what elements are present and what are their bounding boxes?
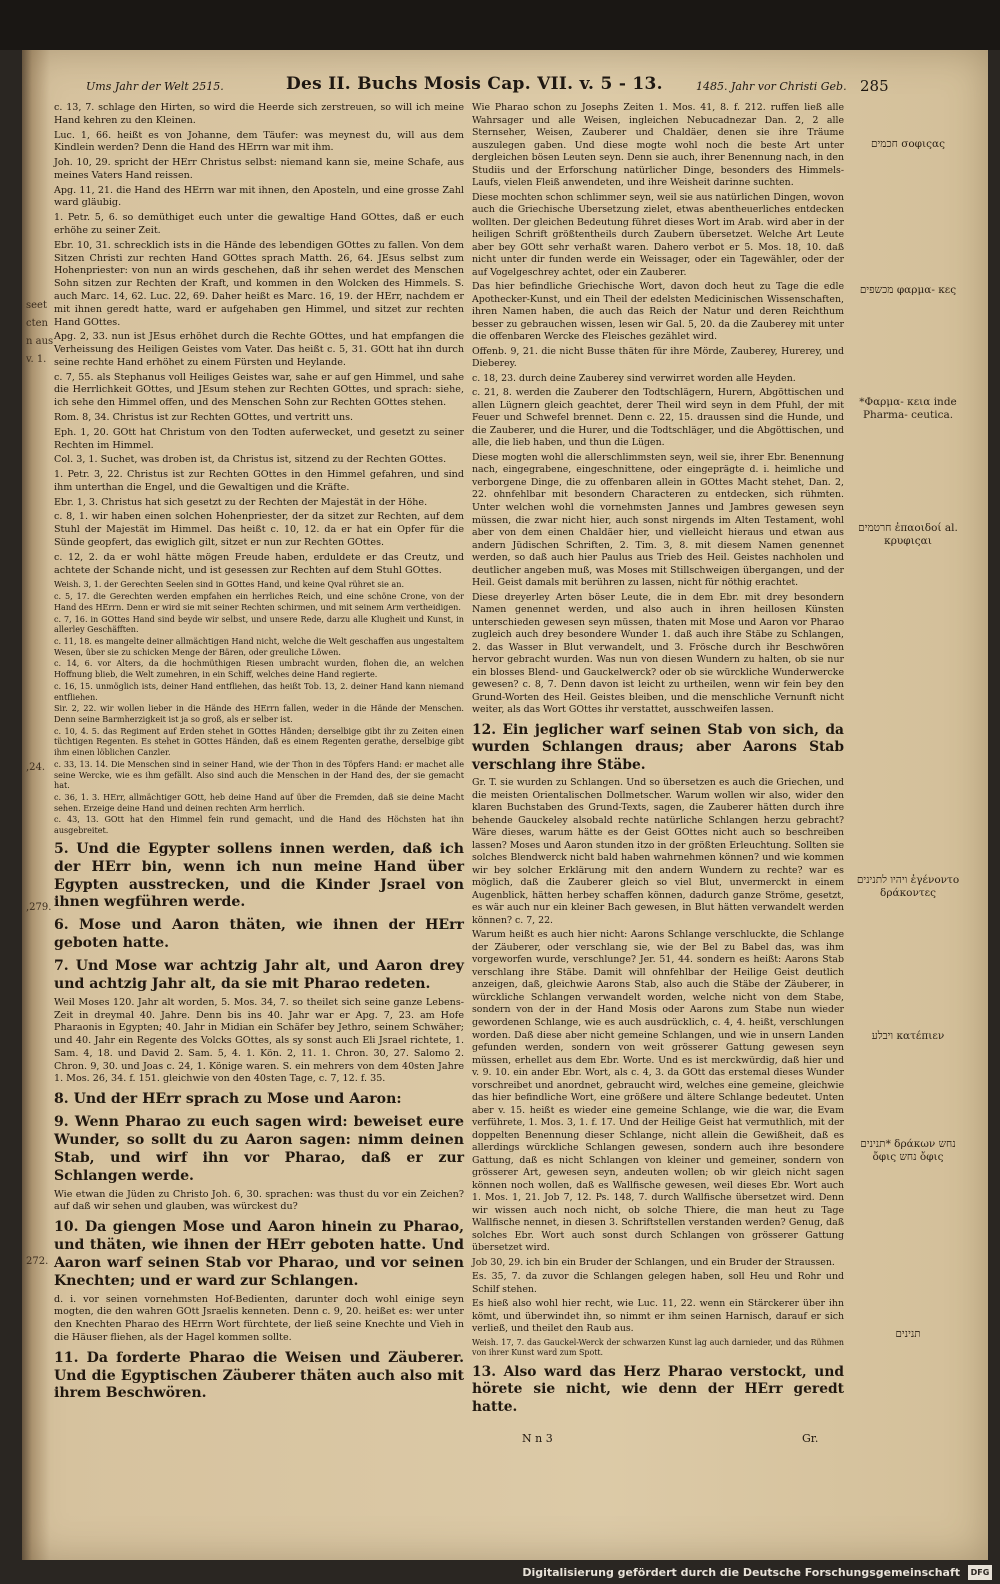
verse-text: 12. Ein jeglicher warf seinen Stab von sich, da wurden Schlangen draus; aber Aarons Stab verschlang ihre Stäbe. xyxy=(472,721,844,773)
margin-note: cten xyxy=(26,318,48,329)
small-commentary: c. 16, 15. unmöglich ists, deiner Hand entfliehen, das heißt Tob. 13, 2. deiner Hand kann niemand entfliehen. xyxy=(54,680,464,702)
small-commentary: Weish. 17, 7. das Gauckel-Werck der schwarzen Kunst lag auch darnieder, und das Rühmen von ihrer Kunst ward zum Spott. xyxy=(472,1337,844,1358)
signature-mark: N n 3 xyxy=(522,1432,553,1445)
commentary-paragraph: Wie etwan die Jüden zu Christo Joh. 6, 30. sprachen: was thust du vor ein Zeichen? auf daß wir sehen und glauben, was würckest du? xyxy=(54,1188,464,1213)
commentary-paragraph: Apg. 2, 33. nun ist JEsus erhöhet durch die Rechte GOttes, und hat empfangen die Verheissung des Heiligen Geistes vom Vater. Das heißt c. 5, 31. GOtt hat ihn durch seine rechte Hand erhöhet zu einem Fürsten und Heylande. xyxy=(54,331,464,368)
commentary-paragraph: Col. 3, 1. Suchet, was droben ist, da Christus ist, sitzend zu der Rechten GOttes. xyxy=(54,454,447,466)
commentary-paragraph: Diese mogten wohl die allerschlimmsten seyn, weil sie, ihrer Ebr. Benennung nach, eingegrabene, eingeschnittene, oder eingeprägte d. i. heimliche und verborgene Dinge, die zu offenbaren allein in GOttes Macht stehet, Dan. 2, 22. ohnfehlbar mit besondern Characteren zu entdecken, sich rühmten. Unter welchen wohl die vornehmsten Jannes und Jambres gewesen seyn müssen, die zwar nicht hier, auch sonst nirgends im Alten Testament, wohl aber von dem einen Chaldäer hier, und vielleicht hieraus und etwan aus andern Jüdischen Schriften, 2. Tim. 3, 8. mit diesem Namen genennet werden, so daß auch hier Paulus aus Trieb des Heil. Geistes nachholen und deutlicher angeben muß, was Moses mit Stillschweigen übergangen, und der Heil. Geist damals mit berühren zu lassen, nicht für nöthig erachtet. xyxy=(472,451,844,589)
commentary-paragraph: c. 12, 2. da er wohl hätte mögen Freude haben, erduldete er das Creutz, und achtete der Schande nicht, und ist gesessen zur Rechten auf dem Stuhl GOttes. xyxy=(54,551,464,576)
small-commentary: c. 10, 4. 5. das Regiment auf Erden stehet in GOttes Händen; derselbige gibt ihr zu Zeiten einen tüchtigen Regenten. Es stehet in GOttes Händen, daß es einem Regenten gerathe, derselbige gibt ihm einen löblichen Canzler. xyxy=(54,725,464,758)
marginal-gloss: מכשפים φαρμα- κες xyxy=(859,284,957,296)
small-commentary: c. 14, 6. vor Alters, da die hochmüthigen Riesen umbracht wurden, flohen die, an welchen Hoffnung blieb, die Welt zumehren, in ein Schiff, welches deine Hand regierte. xyxy=(54,658,464,680)
small-commentary: Sir. 2, 22. wir wollen lieber in die Hände des HErrn fallen, weder in die Hände der Menschen. Denn seine Barmherzigkeit ist ja so groß, als er selber ist. xyxy=(54,703,464,724)
commentary-paragraph: c. 13, 7. schlage den Hirten, so wird die Heerde sich zerstreuen, so will ich meine Hand kehren zu den Kleinen. xyxy=(54,102,464,126)
small-commentary: Weish. 3, 1. der Gerechten Seelen sind in GOttes Hand, und keine Qval rühret sie an. xyxy=(54,579,405,590)
commentary-paragraph: Ebr. 10, 31. schrecklich ists in die Hände des lebendigen GOttes zu fallen. Von dem Sitzen Christi zur rechten Hand GOttes sprach Matth. 26, 64. JEsus selbst zum Hohenpriester: von nun an wirds geschehen, daß ihr sehen werdet des Menschen Sohn sitzen zur Rechten der Kraft, und kommen in den Wolcken des Himmels. S. auch Marc. 14, 62. Luc. 22, 69. Daher heißt es Marc. 16, 19. der HErr, nachdem er mit ihnen geredt hatte, ward er aufgehaben gen Himmel, und sitzet zur rechten Hand GOttes. xyxy=(54,239,464,328)
commentary-paragraph: c. 21, 8. werden die Zauberer den Todtschlägern, Hurern, Abgöttischen und allen Lügnern gleich geachtet, derer Theil wird seyn in dem Pfuhl, der mit Feuer und Schwefel brennet. Denn c. 22, 15. draussen sind die Hunde, und die Zauberer, und die Hurer, und die Todtschläger, und die Abgöttischen, und alle, die lieb haben, und thun die Lügen. xyxy=(472,387,844,449)
small-commentary: c. 7, 16. in GOttes Hand sind beyde wir selbst, und unsere Rede, darzu alle Klugheit und Kunst, in allerley Geschäfften. xyxy=(54,613,464,635)
commentary-paragraph: Joh. 10, 29. spricht der HErr Christus selbst: niemand kann sie, meine Schafe, aus meines Vaters Hand reissen. xyxy=(54,157,464,181)
commentary-paragraph: c. 7, 55. als Stephanus voll Heiliges Geistes war, sahe er auf gen Himmel, und sahe die Herrlichkeit GOttes, und JEsum stehen zur Rechten GOttes, und sprach: siehe, ich sehe den Himmel offen, und des Menschen Sohn zur Rechten GOttes stehen. xyxy=(54,371,464,409)
verse-text: 11. Da forderte Pharao die Weisen und Zäuberer. Und die Egyptischen Zäuberer thäten auch also mit ihrem Beschwören. xyxy=(54,1349,464,1402)
header-year-of-world: Ums Jahr der Welt 2515. xyxy=(86,80,224,93)
commentary-paragraph: Job 30, 29. ich bin ein Bruder der Schlangen, und ein Bruder der Straussen. xyxy=(472,1256,835,1268)
running-header xyxy=(66,74,968,100)
catchword: Gr. xyxy=(802,1432,819,1445)
commentary-paragraph: Eph. 1, 20. GOtt hat Christum von den Todten auferwecket, und gesetzt zu seiner Rechten im Himmel. xyxy=(54,426,464,451)
commentary-paragraph: c. 18, 23. durch deine Zauberey sind verwirret worden alle Heyden. xyxy=(472,372,796,384)
commentary-paragraph: Es. 35, 7. da zuvor die Schlangen gelegen haben, soll Heu und Rohr und Schilf stehen. xyxy=(472,1271,844,1295)
commentary-paragraph: Luc. 1, 66. heißt es von Johanne, dem Täufer: was meynest du, will aus dem Kindlein werden? Denn die Hand des HErrn war mit ihm. xyxy=(54,129,464,154)
verse-text: 8. Und der HErr sprach zu Mose und Aaron: xyxy=(54,1091,402,1108)
dfg-logo: DFG xyxy=(968,1565,992,1580)
margin-note: ,279. xyxy=(26,902,52,913)
commentary-paragraph: Weil Moses 120. Jahr alt worden, 5. Mos. 34, 7. so theilet sich seine ganze Lebens-Zeit in dreymal 40. Jahre. Denn bis ins 40. Jahr war er Apg. 7, 23. am Hofe Pharaonis in Egypten; 40. Jahr in Midian ein Schäfer bey Jethro, seinem Schwäher; und 40. Jahr ein Regente des Volcks GOttes, als sy sonst auch Eli Jsrael richtete, 1. Sam. 4, 18. und David 2. Sam. 5, 4. 1. Kön. 2, 11. 1. Chron. 30, 27. Salomo 2. Chron. 9, 30. und Joas c. 24, 1. Könige waren. S. ein mehrers von dem 40sten Jahre 1. Mos. 26, 34. f. 151. gleichwie von den 40sten Tage, c. 7, 12. f. 35. xyxy=(54,996,464,1085)
marginal-gloss: ויבלע κατέπιεν xyxy=(871,1030,945,1042)
footer-bar xyxy=(0,1562,1000,1584)
commentary-paragraph: d. i. vor seinen vornehmsten Hof-Bedienten, darunter doch wohl einige seyn mogten, die den wahren GOtt Jsraelis kenneten. Denn c. 9, 20. heißet es: wer unter den Knechten Pharao des HErrn Wort fürchtete, der ließ seine Knechte und Vieh in die Häuser fliehen, als der Hagel kommen sollte. xyxy=(54,1293,464,1343)
commentary-paragraph: Diese dreyerley Arten böser Leute, die in dem Ebr. mit drey besondern Namen genennet werden, und also auch in ihren heillosen Künsten unterschieden gewesen seyn müssen, thaten mit Mose und Aaron vor Pharao zugleich auch drey besondere Wunder 1. daß auch ihre Stäbe zu Schlangen, 2. das Wasser in Blut verwandelt, und 3. Frösche durch ihr Beschwören hervor gebracht wurden. Was nun von diesen Wundern zu halten, ob sie nur ein blosses Blend- und Gauckelwerck? oder ob sie würckliche Wunderwercke gewesen? c. 8, 7. Denn davon ist leicht zu urtheilen, wenn wir fein bey den Grund-Worten des Heil. Geistes bleiben, und die menschliche Vernunft nicht weiter, als das Wort GOttes ihr verstattet, ausschweifen lassen. xyxy=(472,591,844,716)
right-column xyxy=(472,102,844,1419)
marginal-gloss: חכמים σοφιςας xyxy=(870,138,946,150)
margin-note: seet xyxy=(26,300,47,311)
margin-note: ,24. xyxy=(26,762,46,773)
verse-text: 10. Da giengen Mose und Aaron hinein zu Pharao, und thäten, wie ihnen der HErr geboten hatte. Und Aaron warf seinen Stab vor Pharao, und vor seinen Knechten; und er ward zur Schlangen. xyxy=(54,1219,464,1289)
commentary-paragraph: Das hier befindliche Griechische Wort, davon doch heut zu Tage die edle Apothecker-Kunst, und ein Theil der edelsten Medicinischen Wissenschaften, ihren Namen haben, die auch das Reich der Natur und deren Reichthum besser zu gebrauchen wissen, lesen wir Gal. 5, 20. da die Zauberey mit unter die offenbaren Wercke des Fleisches gezählet wird. xyxy=(472,281,844,343)
page-number: 285 xyxy=(860,77,889,95)
verse-text: 9. Wenn Pharao zu euch sagen wird: beweiset eure Wunder, so sollt du zu Aaron sagen: nimm deinen Stab, und wirf ihn vor Pharao, daß er zur Schlangen werde. xyxy=(54,1114,464,1184)
commentary-paragraph: Warum heißt es auch hier nicht: Aarons Schlange verschluckte, die Schlange der Zäuberer, oder verschlang sie, wie der Bel zu Babel das, was ihm vorgeworfen wurde, verschlunge? Jer. 51, 44. sondern es heißt: Aarons Stab verschlang ihre Stäbe. Damit will ohnfehlbar der Heilige Geist deutlich anzeigen, daß, gleichwie Aarons Stab, also auch die Stäbe der Zäuberer, in würckliche Schlangen verwandelt worden, welche nicht von dem Stabe, sondern von der in der Hand Mosis oder Aarons zum Stabe nun wieder gewordenen Schlange, wie es auch ausdrücklich, c. 4, 4. heißt, verschlungen worden. Daß diese aber nicht gemeine Schlangen, und wie in unsern Landen gefunden werden, sondern von weit grösserer Gattung gewesen seyn müssen, erhellet aus dem Ebr. Worte. Und es ist merckwürdig, daß hier und v. 9. 10. ein ander Ebr. Wort, als c. 4, 3. da GOtt das erstemal dieses Wunder vorschreibet und anordnet, gebraucht wird, welches eine gemeine, gleichwie das hier befindliche Wort, eine größere und ältere Schlange bedeutet. Unten aber v. 15. heißt es wieder eine gemeine Schlange, wie die war, die Evam verführete, 1. Mos. 3, 1. f. 17. Und der Heilige Geist hat vermuthlich, mit der doppelten Benennung dieser Schlange, nicht allein die Gewißheit, daß es allerdings würckliche Schlangen gewesen, sondern auch ihre besondere Gattung, daß es nicht Schlangen von kleiner und gemeiner, sondern von grösserer Art, gewesen seyn, andeuten wollen; ob wir gleich nicht sagen können noch wollen, daß es Wallfische gewesen, weil dieses Ebr. Wort auch 1. Mos. 1, 21. Job 7, 12. Ps. 148, 7. durch Wallfische übersetzet wird. Denn wir wissen auch noch nicht, ob solche Thiere, die man heut zu Tage Wallfische nennet, in diesen 3. Schriftstellen verstanden werden? Genug, daß solches Ebr. Wort auch sonst durch Schlangen von grösserer Gattung übersetzet wird. xyxy=(472,929,844,1254)
commentary-paragraph: 1. Petr. 3, 22. Christus ist zur Rechten GOttes in den Himmel gefahren, und sind ihm unterthan die Engel, und die Gewaltigen und die Kräfte. xyxy=(54,469,464,493)
small-commentary: c. 33, 13. 14. Die Menschen sind in seiner Hand, wie der Thon in des Töpfers Hand: er machet alle seine Wercke, wie es ihm gefällt. Also sind auch die Menschen in der Hand des, der sie gemacht hat. xyxy=(54,758,464,791)
small-commentary: c. 36, 1. 3. HErr, allmächtiger GOtt, heb deine Hand auf über die Fremden, daß sie deine Macht sehen. Erzeige deine Hand und deinen rechten Arm herrlich. xyxy=(54,792,464,813)
commentary-paragraph: Rom. 8, 34. Christus ist zur Rechten GOttes, und vertritt uns. xyxy=(54,411,354,423)
left-column xyxy=(54,102,464,1406)
header-year-before-christ: 1485. Jahr vor Christi Geb. xyxy=(696,80,847,93)
marginal-gloss: ויהיו לתנינים ἐγένοντο δράκοντες xyxy=(856,874,960,899)
margin-note: 272. xyxy=(26,1256,49,1267)
verse-text: 13. Also ward das Herz Pharao verstockt, und hörete sie nicht, wie denn der HErr geredt hatte. xyxy=(472,1363,844,1415)
marginal-gloss: תנינים* δράκων נחש ὄφις נחש ὄφις xyxy=(860,1138,956,1163)
commentary-paragraph: c. 8, 1. wir haben einen solchen Hohenpriester, der da sitzet zur Rechten, auf dem Stuhl der Majestät im Himmel. Das heißt c. 10, 12. da er hat ein Opfer für die Sünde geopfert, das ewiglich gilt, sitzet er nun zur Rechten GOttes. xyxy=(54,511,464,548)
commentary-paragraph: 1. Petr. 5, 6. so demüthiget euch unter die gewaltige Hand GOttes, daß er euch erhöhe zu seiner Zeit. xyxy=(54,212,464,237)
verse-text: 6. Mose und Aaron thäten, wie ihnen der HErr geboten hatte. xyxy=(54,917,464,952)
commentary-paragraph: Diese mochten schon schlimmer seyn, weil sie aus natürlichen Dingen, wovon auch die Griechische Ubersetzung zielet, etwas abentheuerliches entdecken wollten. Der gleichen Bedeutung führet dieses Wort im Arab. wird aber in der heiligen Schrift größtentheils durch Zaubern übersetzet. Welche Art Leute aber bey GOtt sehr verhaßt waren. Dahero verbot er 5. Mos. 18, 10. daß nicht unter dir funden werde ein Weissager, oder ein Tagewähler, oder der auf Vogelgeschrey achtet, oder ein Zauberer. xyxy=(472,191,844,278)
header-title: Des II. Buchs Mosis Cap. VII. v. 5 - 13. xyxy=(286,74,663,94)
marginal-gloss: תנינים xyxy=(895,1328,921,1340)
marginal-gloss: *Φαρμα- κεια inde Pharma- ceutica. xyxy=(859,396,957,421)
small-commentary: c. 11, 18. es mangelte deiner allmächtigen Hand nicht, welche die Welt geschaffen aus ungestaltem Wesen, über sie zu schicken Menge der Bären, oder greuliche Löwen. xyxy=(54,635,464,657)
book-page xyxy=(22,50,988,1560)
scan-top-border xyxy=(0,0,1000,50)
margin-note: n aus xyxy=(26,336,54,347)
margin-note: v. 1. xyxy=(26,354,47,365)
verse-text: 5. Und die Egypter sollens innen werden, daß ich der HErr bin, wenn ich nun meine Hand über Egypten ausstrecken, und die Kinder Jsrael von ihnen wegführen werde. xyxy=(54,840,464,911)
verse-text: 7. Und Mose war achtzig Jahr alt, und Aaron drey und achtzig Jahr alt, da sie mit Pharao redeten. xyxy=(54,958,464,992)
commentary-paragraph: Gr. T. sie wurden zu Schlangen. Und so übersetzen es auch die Griechen, und die meisten Orientalischen Dollmetscher. Warum wollen wir also, wider den klaren Buchstaben des Grund-Texts, sagen, die Zauberer hätten durch ihre behende Gauckeley alsobald rechte natürliche Schlangen herzu gebracht? Wäre dieses, warum hätte es der Geist GOttes nicht auch so beschreiben lassen? Moses und Aaron stunden itzo in der größten Erleuchtung. Sollten sie solches Blendwerck nicht bald haben wahrnehmen können? und wie kommen wir bey solcher Erklärung mit den andern Wundern zu rechte? war es möglich, daß die Zauberer gleich so viel Blut, unvermerckt in einem Augenblick, hätten herbey schaffen können, dadurch ganze Ströme, gesetzt, es wär auch nur ein kleiner Bach gewesen, in Blut hätten verwandelt werden können? c. 7, 22. xyxy=(472,777,844,926)
marginal-gloss: חרטמים ἐπαοιδοί al. κρυφιςαι xyxy=(858,522,958,547)
commentary-paragraph: Apg. 11, 21. die Hand des HErrn war mit ihnen, den Aposteln, und eine grosse Zahl ward gläubig. xyxy=(54,184,464,209)
commentary-paragraph: Es hieß also wohl hier recht, wie Luc. 11, 22. wenn ein Stärckerer über ihn kömt, und überwindet ihn, so nimmt er ihm seinen Harnisch, darauf er sich verließ, und theilet den Raub aus. xyxy=(472,1298,844,1335)
small-commentary: c. 5, 17. die Gerechten werden empfahen ein herrliches Reich, und eine schöne Crone, von der Hand des HErrn. Denn er wird sie mit seiner Rechten schirmen, und mit seinem Arm vertheidigen. xyxy=(54,591,464,612)
commentary-paragraph: Ebr. 1, 3. Christus hat sich gesetzt zu der Rechten der Majestät in der Höhe. xyxy=(54,496,428,508)
commentary-paragraph: Offenb. 9, 21. die nicht Busse thäten für ihre Mörde, Zauberey, Hurerey, und Dieberey. xyxy=(472,345,844,370)
footer-credit: Digitalisierung gefördert durch die Deutsche Forschungsgemeinschaft xyxy=(522,1566,960,1579)
small-commentary: c. 43, 13. GOtt hat den Himmel fein rund gemacht, und die Hand des Höchsten hat ihn ausgebreitet. xyxy=(54,814,464,836)
commentary-paragraph: Wie Pharao schon zu Josephs Zeiten 1. Mos. 41, 8. f. 212. ruffen ließ alle Wahrsager und alle Weisen, ingleichen Nebucadnezar Dan. 2, 2 alle Sternseher, Weisen, Zauberer und Chaldäer, denen sie ihre Träume auszulegen gaben. Und diese mogte wohl noch die beste Art unter dergleichen bösen Leuten seyn. Denn sie auch, ihrer Benennung nach, in den Studiis und der Erforschung natürlicher Dinge, besonders des Himmels-Laufs, vielen Fleiß anwendeten, und ihre Weisheit darinne suchten. xyxy=(472,102,844,189)
